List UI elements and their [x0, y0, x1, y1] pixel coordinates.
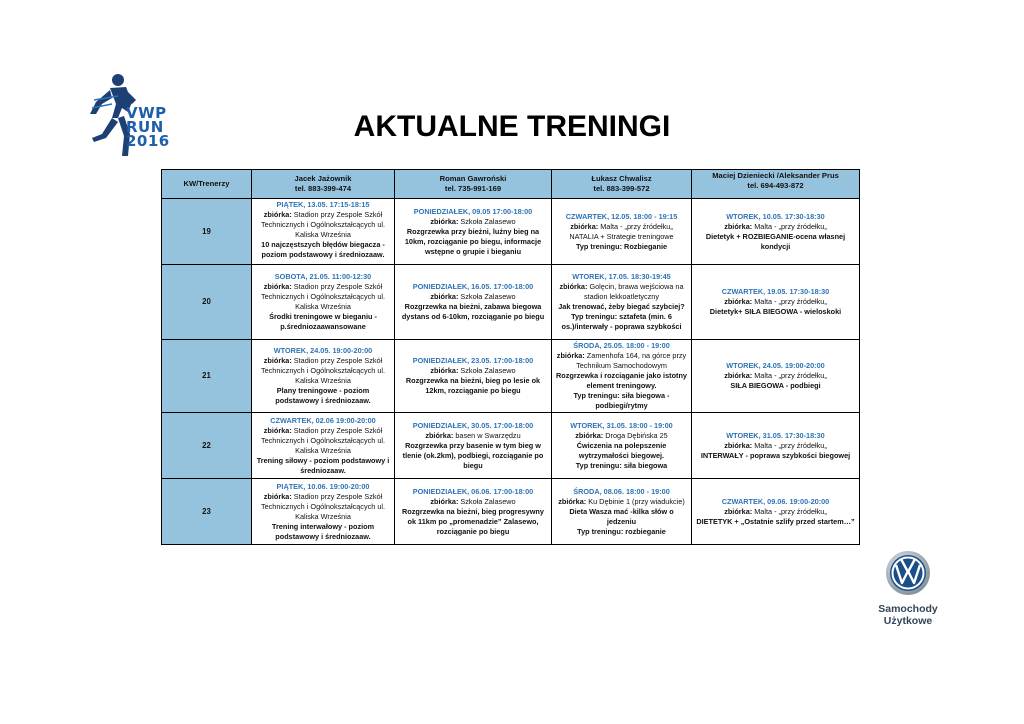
week-cell: 19: [162, 199, 252, 265]
header-coach-4: Maciej Dzieniecki /Aleksander Prus tel. 694-493-872: [692, 170, 860, 199]
coach-2-cell: PONIEDZIAŁEK, 09.05 17:00-18:00 zbiórka: Szkoła Zalasewo Rozgrzewka przy bieżni, luźny bieg na 10km, rozciąganie po biegu, informacje wstępne o grupie i bieganiu: [395, 199, 552, 265]
vw-logo-text: Samochody Użytkowe: [878, 603, 938, 627]
table-row: [162, 199, 860, 265]
coach-3-cell: WTOREK, 31.05. 18:00 - 19:00 zbiórka: Droga Dębińska 25 Ćwiczenia na polepszenie wytrzymałości biegowej. Typ treningu: siła biegowa: [552, 413, 692, 479]
coach-2-cell: PONIEDZIAŁEK, 06.06. 17:00-18:00 zbiórka: Szkoła Zalasewo Rozgrzewka na bieżni, bieg progresywny ok 11km po „promenadzie” Zalasewo, rozciąganie po biegu: [395, 479, 552, 545]
table-row: [162, 265, 860, 340]
vwp-run-logo-text: VWP RUN 2016: [126, 104, 170, 150]
table-row: [162, 340, 860, 413]
coach-1-cell: PIĄTEK, 13.05. 17:15-18:15 zbiórka: Stadion przy Zespole Szkół Technicznych i Ogólnokształcących ul. Kaliska Września 10 najczęstszych błędów biegacza - poziom podstawowy i średniozaaw.: [252, 199, 395, 265]
coach-1-cell: CZWARTEK, 02.06 19:00-20:00 zbiórka: Stadion przy Zespole Szkół Technicznych i Ogólnokształcących ul. Kaliska Września Trening siłowy - poziom podstawowy i średniozaaw.: [252, 413, 395, 479]
coach-3-cell: ŚRODA, 25.05. 18:00 - 19:00 zbiórka: Zamenhofa 164, na górce przy Technikum Samochodowym Rozgrzewka i rozciąganie jako istotny element treningowy. Typ treningu: siła biegowa - podbiegi/rytmy: [552, 340, 692, 413]
coach-4-cell: CZWARTEK, 09.06. 19:00-20:00 zbiórka: Malta - „przy źródełku„ DIETETYK + „Ostatnie szlify przed startem…”: [692, 479, 860, 545]
table-row: [162, 413, 860, 479]
coach-1-cell: WTOREK, 24.05. 19:00-20:00 zbiórka: Stadion przy Zespole Szkół Technicznych i Ogólnokształcących ul. Kaliska Września Plany treningowe - poziom podstawowy i średniozaaw.: [252, 340, 395, 413]
coach-2-cell: PONIEDZIAŁEK, 30.05. 17:00-18:00 zbiórka: basen w Swarzędzu Rozgrzewka przy basenie w tym bieg w tlenie (ok.2km), podbiegi, rozciąganie po biegu: [395, 413, 552, 479]
training-schedule-table: [161, 169, 860, 545]
vw-commercial-logo: [878, 550, 938, 627]
coach-1-cell: SOBOTA, 21.05. 11:00-12:30 zbiórka: Stadion przy Zespole Szkół Technicznych i Ogólnokształcących ul. Kaliska Września Środki treningowe w bieganiu - p.średniozaawansowane: [252, 265, 395, 340]
table-row: [162, 479, 860, 545]
coach-4-cell: CZWARTEK, 19.05. 17:30-18:30 zbiórka: Malta - „przy źródełku„ Dietetyk+ SIŁA BIEGOWA - wieloskoki: [692, 265, 860, 340]
coach-4-cell: WTOREK, 24.05. 19:00-20:00 zbiórka: Malta - „przy źródełku„ SIŁA BIEGOWA - podbiegi: [692, 340, 860, 413]
week-cell: 21: [162, 340, 252, 413]
coach-3-cell: WTOREK, 17.05. 18:30-19:45 zbiórka: Golęcin, brawa wejściowa na stadion lekkoatletyczny Jak trenować, żeby biegać szybciej? Typ treningu: sztafeta (min. 6 os.)/interwały - poprawa szybkości: [552, 265, 692, 340]
header-coach-1: Jacek Jażownik tel. 883-399-474: [252, 170, 395, 199]
coach-4-cell: WTOREK, 31.05. 17:30-18:30 zbiórka: Malta - „przy źródełku„ INTERWAŁY - poprawa szybkości biegowej: [692, 413, 860, 479]
page-title: AKTUALNE TRENINGI: [353, 110, 671, 143]
week-cell: 23: [162, 479, 252, 545]
coach-3-cell: ŚRODA, 08.06. 18:00 - 19:00 zbiórka: Ku Dębinie 1 (przy wiadukcie) Dieta Wasza mać -kilka słów o jedzeniu Typ treningu: rozbieganie: [552, 479, 692, 545]
header-week: KW/Trenerzy: [162, 170, 252, 199]
header-coach-3: Łukasz Chwalisz tel. 883-399-572: [552, 170, 692, 199]
vw-emblem-icon: [885, 550, 931, 596]
table-header-row: [162, 170, 860, 199]
week-cell: 22: [162, 413, 252, 479]
week-cell: 20: [162, 265, 252, 340]
header-coach-2: Roman Gawroński tel. 735-991-169: [395, 170, 552, 199]
coach-4-cell: WTOREK, 10.05. 17:30-18:30 zbiórka: Malta - „przy źródełku„ Dietetyk + ROZBIEGANIE-ocena własnej kondycji: [692, 199, 860, 265]
coach-2-cell: PONIEDZIAŁEK, 16.05. 17:00-18:00 zbiórka: Szkoła Zalasewo Rozgrzewka na bieżni, zabawa biegowa dystans od 6-10km, rozciąganie po biegu: [395, 265, 552, 340]
coach-2-cell: PONIEDZIAŁEK, 23.05. 17:00-18:00 zbiórka: Szkoła Zalasewo Rozgrzewka na bieżni, bieg po lesie ok 12km, rozciąganie po biegu: [395, 340, 552, 413]
coach-1-cell: PIĄTEK, 10.06. 19:00-20:00 zbiórka: Stadion przy Zespole Szkół Technicznych i Ogólnokształcących ul. Kaliska Września Trening interwałowy - poziom podstawowy i średniozaaw.: [252, 479, 395, 545]
coach-3-cell: CZWARTEK, 12.05. 18:00 - 19:15 zbiórka: Malta - „przy źródełku„ NATALIA + Strategie treningowe Typ treningu: Rozbieganie: [552, 199, 692, 265]
